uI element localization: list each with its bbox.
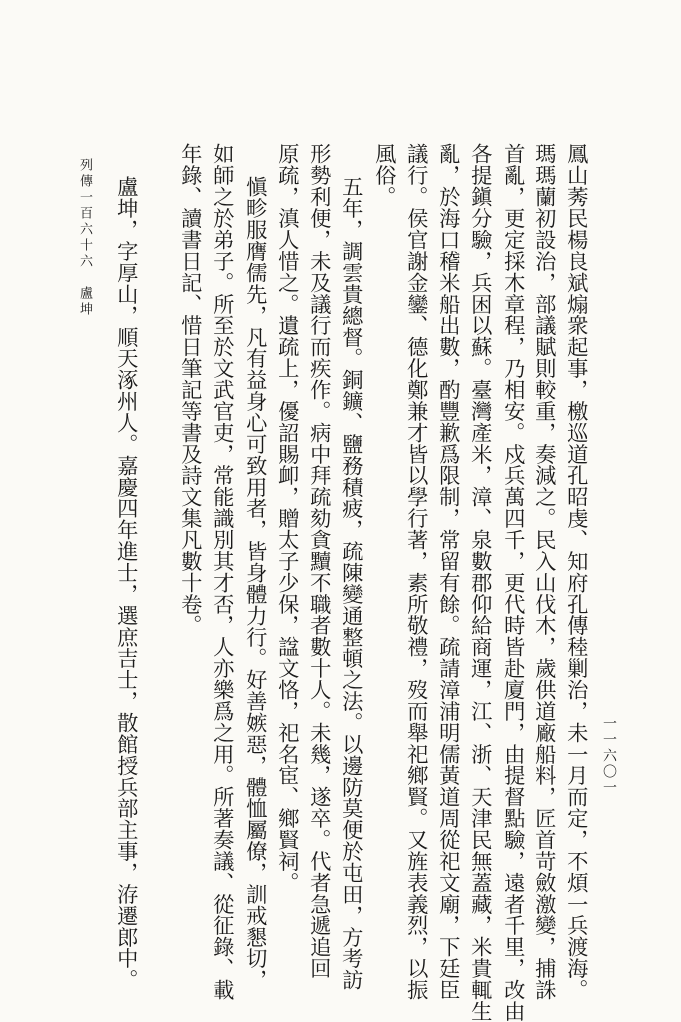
text-column: 風俗。 [371,143,397,208]
text-column: 五年，調雲貴總督。銅鑛、鹽務積疲，疏陳變通整頓之法。以邊防莫便於屯田，方考訪 [338,176,364,991]
text-column: 亂，於海口稽米船出數，酌豐歉爲限制，常留有餘。疏請漳浦明儒黃道周從祀文廟，下廷臣 [435,143,461,1001]
text-column: 愼畛服膺儒先，凡有益身心可致用者，皆身體力行。好善嫉惡，體恤屬僚，訓戒懇切， [242,176,268,991]
text-column: 首亂，更定採木章程，乃相安。戍兵萬四千，更代時皆赴廈門，由提督點驗，遠者千里，改由 [500,143,526,1022]
text-column: 形勢利便，未及議行而疾作。病中拜疏劾貪黷不職者數十人。未幾，遂卒。代者急遞追回 [306,143,332,979]
running-header: 列傳一百六十六 盧坤 [77,158,92,318]
text-column: 年錄、讀書日記、惜日筆記等書及詩文集凡數十卷。 [177,143,203,636]
text-column: 瑪瑪蘭初設治，部議賦則較重，奏減之。民入山伐木，歲供道廠船料，匠首苛斂激變，捕誅 [531,143,557,1001]
text-column: 原疏，滇人惜之。遺疏上，優詔賜卹，贈太子少保，諡文恪，祀名宦、鄉賢祠。 [274,143,300,894]
text-column: 如師之於弟子。所至於文武官吏，常能識別其才否，人亦樂爲之用。所著奏議、從征錄、載 [209,143,235,1001]
text-column: 盧坤，字厚山，順天涿州人。嘉慶四年進士，選庶吉士，散館授兵部主事，洊遷郎中。 [113,176,139,991]
text-column: 鳳山莠民楊良斌煽衆起事，檄巡道孔昭虔、知府孔傳稑剿治，未一月而定，不煩一兵渡海。 [563,143,589,1001]
text-column: 議行。侯官謝金鑾、德化鄭兼才皆以學行著，素所敬禮，歿而舉祀鄉賢。又旌表義烈，以振 [403,143,429,1001]
page-number: 一一六〇一 [601,716,617,796]
text-column: 各提鎭分驗，兵困以蘇。臺灣產米，漳、泉數郡仰給商運，江、浙、天津民無蓋藏，米貴輒生 [467,143,493,1022]
